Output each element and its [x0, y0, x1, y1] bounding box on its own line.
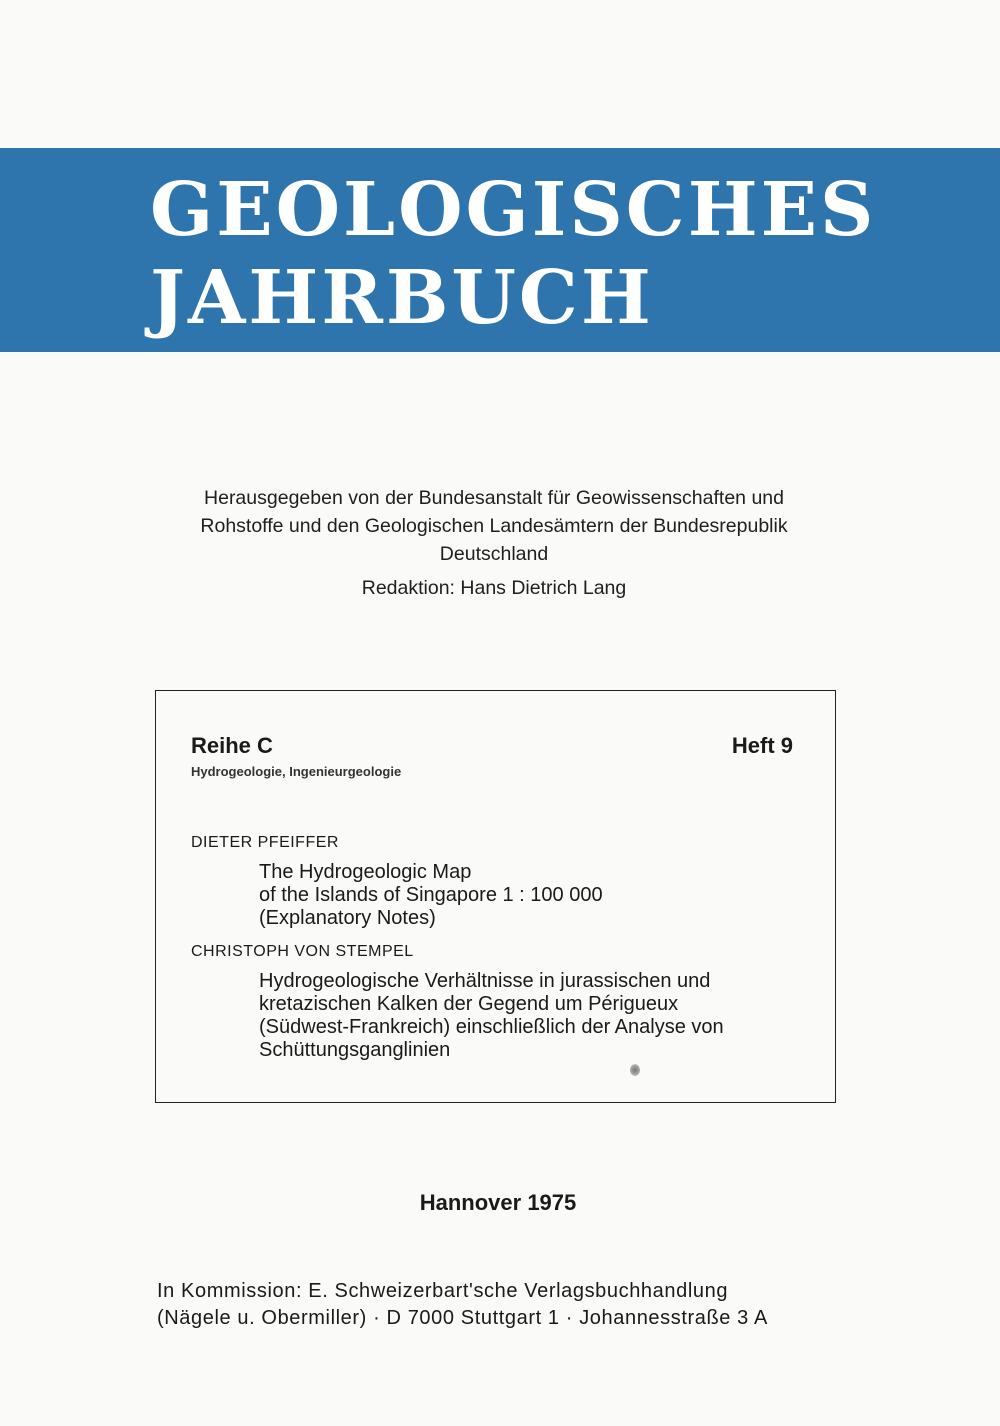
title-banner: [0, 148, 1000, 352]
journal-title: [150, 166, 876, 342]
distributor-imprint: [157, 1278, 768, 1332]
publisher-line-2: Rohstoffe und den Geologischen Landesämtern der Bundesrepublik: [200, 515, 788, 537]
print-speck: [630, 1064, 640, 1076]
article-title-line: The Hydrogeologic Map: [259, 861, 472, 883]
article-title-line: (Südwest-Frankreich) einschließlich der Analyse von: [259, 1016, 724, 1038]
publisher-line-3: Deutschland: [439, 543, 549, 565]
series-subtitle: Hydrogeologie, Ingenieurgeologie: [191, 764, 402, 779]
article-title: [259, 970, 724, 1062]
article-title-line: of the Islands of Singapore 1 : 100 000: [259, 884, 603, 906]
article-title: [259, 861, 603, 930]
article-title-line: kretazischen Kalken der Gegend um Périgueux: [259, 993, 679, 1015]
publisher-line-1: Herausgegeben von der Bundesanstalt für Geowissenschaften und: [204, 487, 784, 509]
article-title-line: Schüttungsganglinien: [259, 1039, 451, 1061]
imprint-line-1: In Kommission: E. Schweizerbart'sche Verlagsbuchhandlung: [157, 1280, 729, 1302]
place-and-year: Hannover 1975: [419, 1190, 577, 1215]
issue-label: Heft 9: [731, 733, 793, 758]
journal-title-line-1: GEOLOGISCHES: [150, 167, 877, 253]
publisher-statement: [100, 484, 888, 602]
article-author: CHRISTOPH VON STEMPEL: [191, 943, 414, 960]
journal-title-line-2: JAHRBUCH: [150, 255, 654, 341]
imprint-line-2: (Nägele u. Obermiller) · D 7000 Stuttgart 1 · Johannesstraße 3 A: [157, 1307, 768, 1329]
article-author: DIETER PFEIFFER: [191, 834, 339, 851]
editor-credit: Redaktion: Hans Dietrich Lang: [361, 577, 627, 599]
article-title-line: (Explanatory Notes): [259, 907, 436, 929]
contents-box: [155, 690, 836, 1103]
series-label: Reihe C: [191, 733, 273, 758]
article-title-line: Hydrogeologische Verhältnisse in jurassischen und: [259, 970, 711, 992]
